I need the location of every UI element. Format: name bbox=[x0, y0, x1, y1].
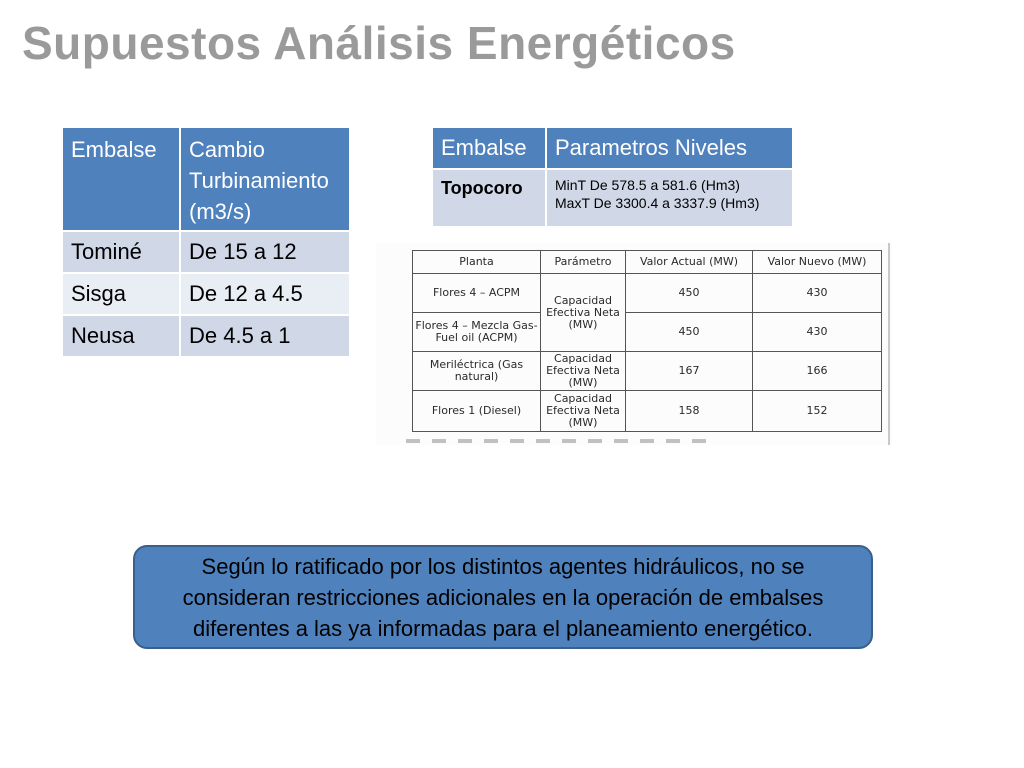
column-header-cambio-turbinamiento: Cambio Turbinamiento (m3/s) bbox=[180, 127, 350, 231]
max-level-text: MaxT De 3300.4 a 3337.9 (Hm3) bbox=[555, 195, 760, 211]
cell-embalse: Neusa bbox=[62, 315, 180, 357]
cell-valor-nuevo: 152 bbox=[753, 391, 882, 432]
table-row bbox=[413, 274, 882, 313]
caudales-table bbox=[61, 126, 351, 358]
table-header-row bbox=[432, 127, 793, 169]
table-header-row bbox=[62, 127, 350, 231]
table-row bbox=[62, 273, 350, 315]
table-row bbox=[62, 231, 350, 273]
scan-edge bbox=[888, 243, 890, 445]
cell-valor-actual: 167 bbox=[626, 352, 753, 391]
table-row bbox=[413, 352, 882, 391]
cell-cambio: De 15 a 12 bbox=[180, 231, 350, 273]
column-header-valor-actual: Valor Actual (MW) bbox=[626, 251, 753, 274]
cell-embalse: Sisga bbox=[62, 273, 180, 315]
note-callout: Según lo ratificado por los distintos agentes hidráulicos, no se consideran restricciones adicionales en la operación de embalses diferentes a las ya informadas para el planeamiento energético. bbox=[133, 545, 873, 649]
slide-title: Supuestos Análisis Energéticos bbox=[22, 17, 736, 69]
table-row bbox=[413, 391, 882, 432]
table-row bbox=[432, 169, 793, 227]
cell-valor-actual: 158 bbox=[626, 391, 753, 432]
min-level-text: MinT De 578.5 a 581.6 (Hm3) bbox=[555, 177, 740, 193]
cell-cambio: De 4.5 a 1 bbox=[180, 315, 350, 357]
column-header-embalse: Embalse bbox=[432, 127, 546, 169]
table-row bbox=[413, 313, 882, 352]
cell-parametro: Capacidad Efectiva Neta (MW) bbox=[541, 352, 626, 391]
cell-cambio: De 12 a 4.5 bbox=[180, 273, 350, 315]
cell-planta: Meriléctrica (Gas natural) bbox=[413, 352, 541, 391]
cell-valor-nuevo: 430 bbox=[753, 313, 882, 352]
column-header-planta: Planta bbox=[413, 251, 541, 274]
scan-cropped-text bbox=[406, 439, 706, 443]
cell-embalse: Topocoro bbox=[432, 169, 546, 227]
niveles-table bbox=[431, 126, 794, 228]
cell-valor-nuevo: 166 bbox=[753, 352, 882, 391]
cell-planta: Flores 4 – Mezcla Gas- Fuel oil (ACPM) bbox=[413, 313, 541, 352]
column-header-parametros-niveles: Parametros Niveles bbox=[546, 127, 793, 169]
column-header-parametro: Parámetro bbox=[541, 251, 626, 274]
table-row bbox=[62, 315, 350, 357]
column-header-embalse: Embalse bbox=[62, 127, 180, 231]
cell-embalse: Tominé bbox=[62, 231, 180, 273]
cell-valor-nuevo: 430 bbox=[753, 274, 882, 313]
cell-planta: Flores 1 (Diesel) bbox=[413, 391, 541, 432]
capacidad-table bbox=[412, 250, 882, 432]
cell-planta: Flores 4 – ACPM bbox=[413, 274, 541, 313]
column-header-valor-nuevo: Valor Nuevo (MW) bbox=[753, 251, 882, 274]
cell-parametro: Capacidad Efectiva Neta (MW) bbox=[541, 274, 626, 352]
cell-valor-actual: 450 bbox=[626, 274, 753, 313]
cell-parametros bbox=[546, 169, 793, 227]
cell-parametro: Capacidad Efectiva Neta (MW) bbox=[541, 391, 626, 432]
cell-valor-actual: 450 bbox=[626, 313, 753, 352]
table-header-row bbox=[413, 251, 882, 274]
capacidad-scan-image bbox=[376, 243, 892, 445]
